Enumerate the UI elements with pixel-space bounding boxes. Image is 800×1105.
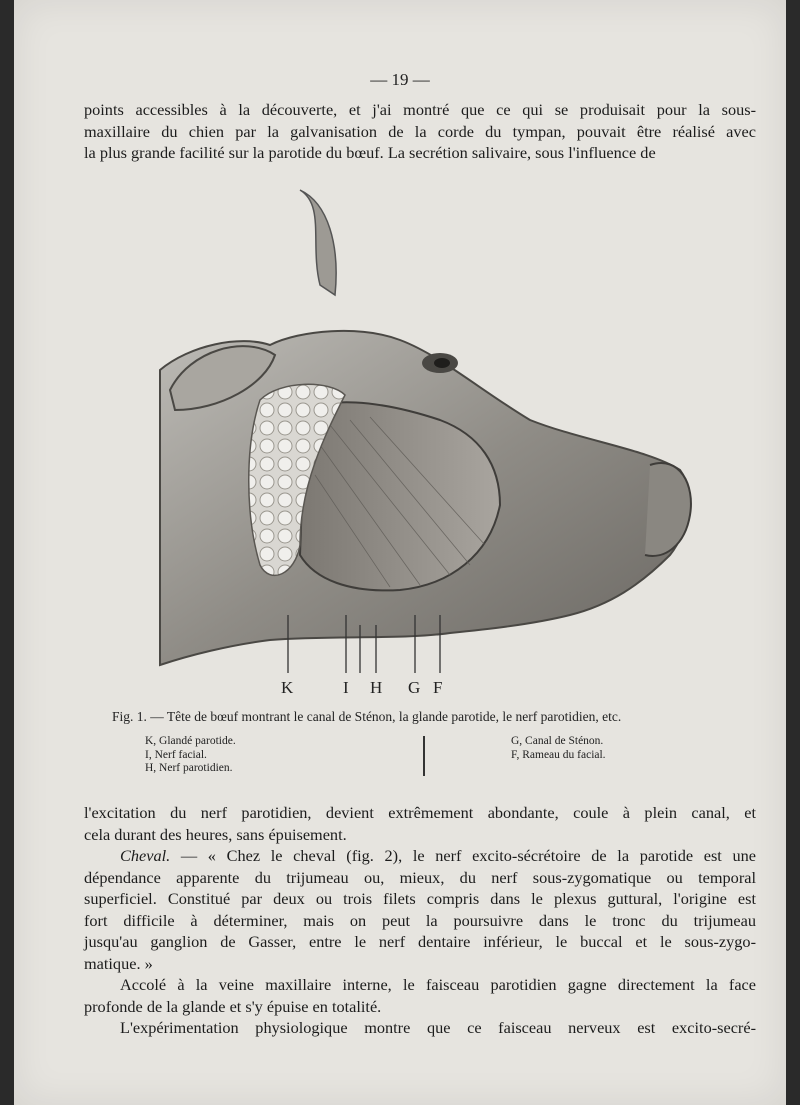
text-line: matique. » — [84, 953, 153, 973]
text-line: l'excitation du nerf parotidien, devient extrêmement abondante, coule à plein canal, et — [84, 803, 756, 822]
text-line: fort difficile à déterminer, mais on peut la poursuivre dans le tronc du trijumeau — [84, 910, 756, 930]
legend-item: H, Nerf parotidien. — [145, 762, 233, 774]
body-paragraph-3 — [84, 974, 756, 1017]
text-line: Accolé à la veine maxillaire interne, le faisceau parotidien gagne directement la face — [120, 975, 756, 994]
legend-left — [145, 735, 236, 776]
text-line: profonde de la glande et s'y épuise en totalité. — [84, 996, 382, 1016]
body-paragraph-1 — [84, 802, 756, 845]
text-line: maxillaire du chien par la galvanisation de la corde du tympan, pouvait être réalisé avec — [84, 121, 756, 141]
legend-item: F, Rameau du facial. — [511, 748, 606, 761]
body-paragraph-2 — [84, 845, 756, 974]
text-line: la plus grande facilité sur la parotide du bœuf. La secrétion salivaire, sous l'influence de — [84, 143, 656, 162]
top-paragraph — [84, 99, 756, 164]
cow-head-illustration — [150, 185, 710, 715]
body-paragraph-4 — [84, 1017, 756, 1039]
figure-label-i: I — [343, 678, 349, 697]
legend-divider — [423, 736, 425, 776]
cheval-label: Cheval. — [120, 846, 171, 865]
figure-label-g: G — [408, 678, 421, 697]
figure-label-h: H — [370, 678, 383, 697]
legend-right — [511, 735, 606, 762]
page-number: — 19 — — [370, 70, 430, 89]
text-line: dépendance apparente du trijumeau ou, mieux, du nerf sous-zygomatique ou temporal — [84, 867, 756, 887]
text-run: — « Chez le cheval (fig. 2), le nerf excito-sécrétoire de la parotide est une — [170, 846, 756, 865]
figure-label-f: F — [433, 678, 443, 697]
text-line: L'expérimentation physiologique montre que ce faisceau nerveux est excito-secré- — [120, 1018, 756, 1037]
text-line: jusqu'au ganglion de Gasser, entre le nerf dentaire inférieur, le buccal et le sous-zygo- — [84, 932, 756, 951]
figure-label-k: K — [281, 678, 294, 697]
text-line: superficiel. Constitué par deux ou trois filets compris dans le plexus guttural, l'origine est — [84, 889, 756, 908]
legend-item: I, Nerf facial. — [145, 748, 207, 761]
text-line — [84, 845, 756, 867]
text-line: cela durant des heures, sans épuisement. — [84, 824, 347, 844]
legend-item: K, Glandé parotide. — [145, 735, 236, 747]
figure-caption: Fig. 1. — Tête de bœuf montrant le canal de Sténon, la glande parotide, le nerf parotidien, etc. — [112, 709, 622, 724]
text-line: points accessibles à la découverte, et j'ai montré que ce qui se produisait pour la sous- — [84, 100, 756, 119]
legend-item: G, Canal de Sténon. — [511, 735, 604, 747]
